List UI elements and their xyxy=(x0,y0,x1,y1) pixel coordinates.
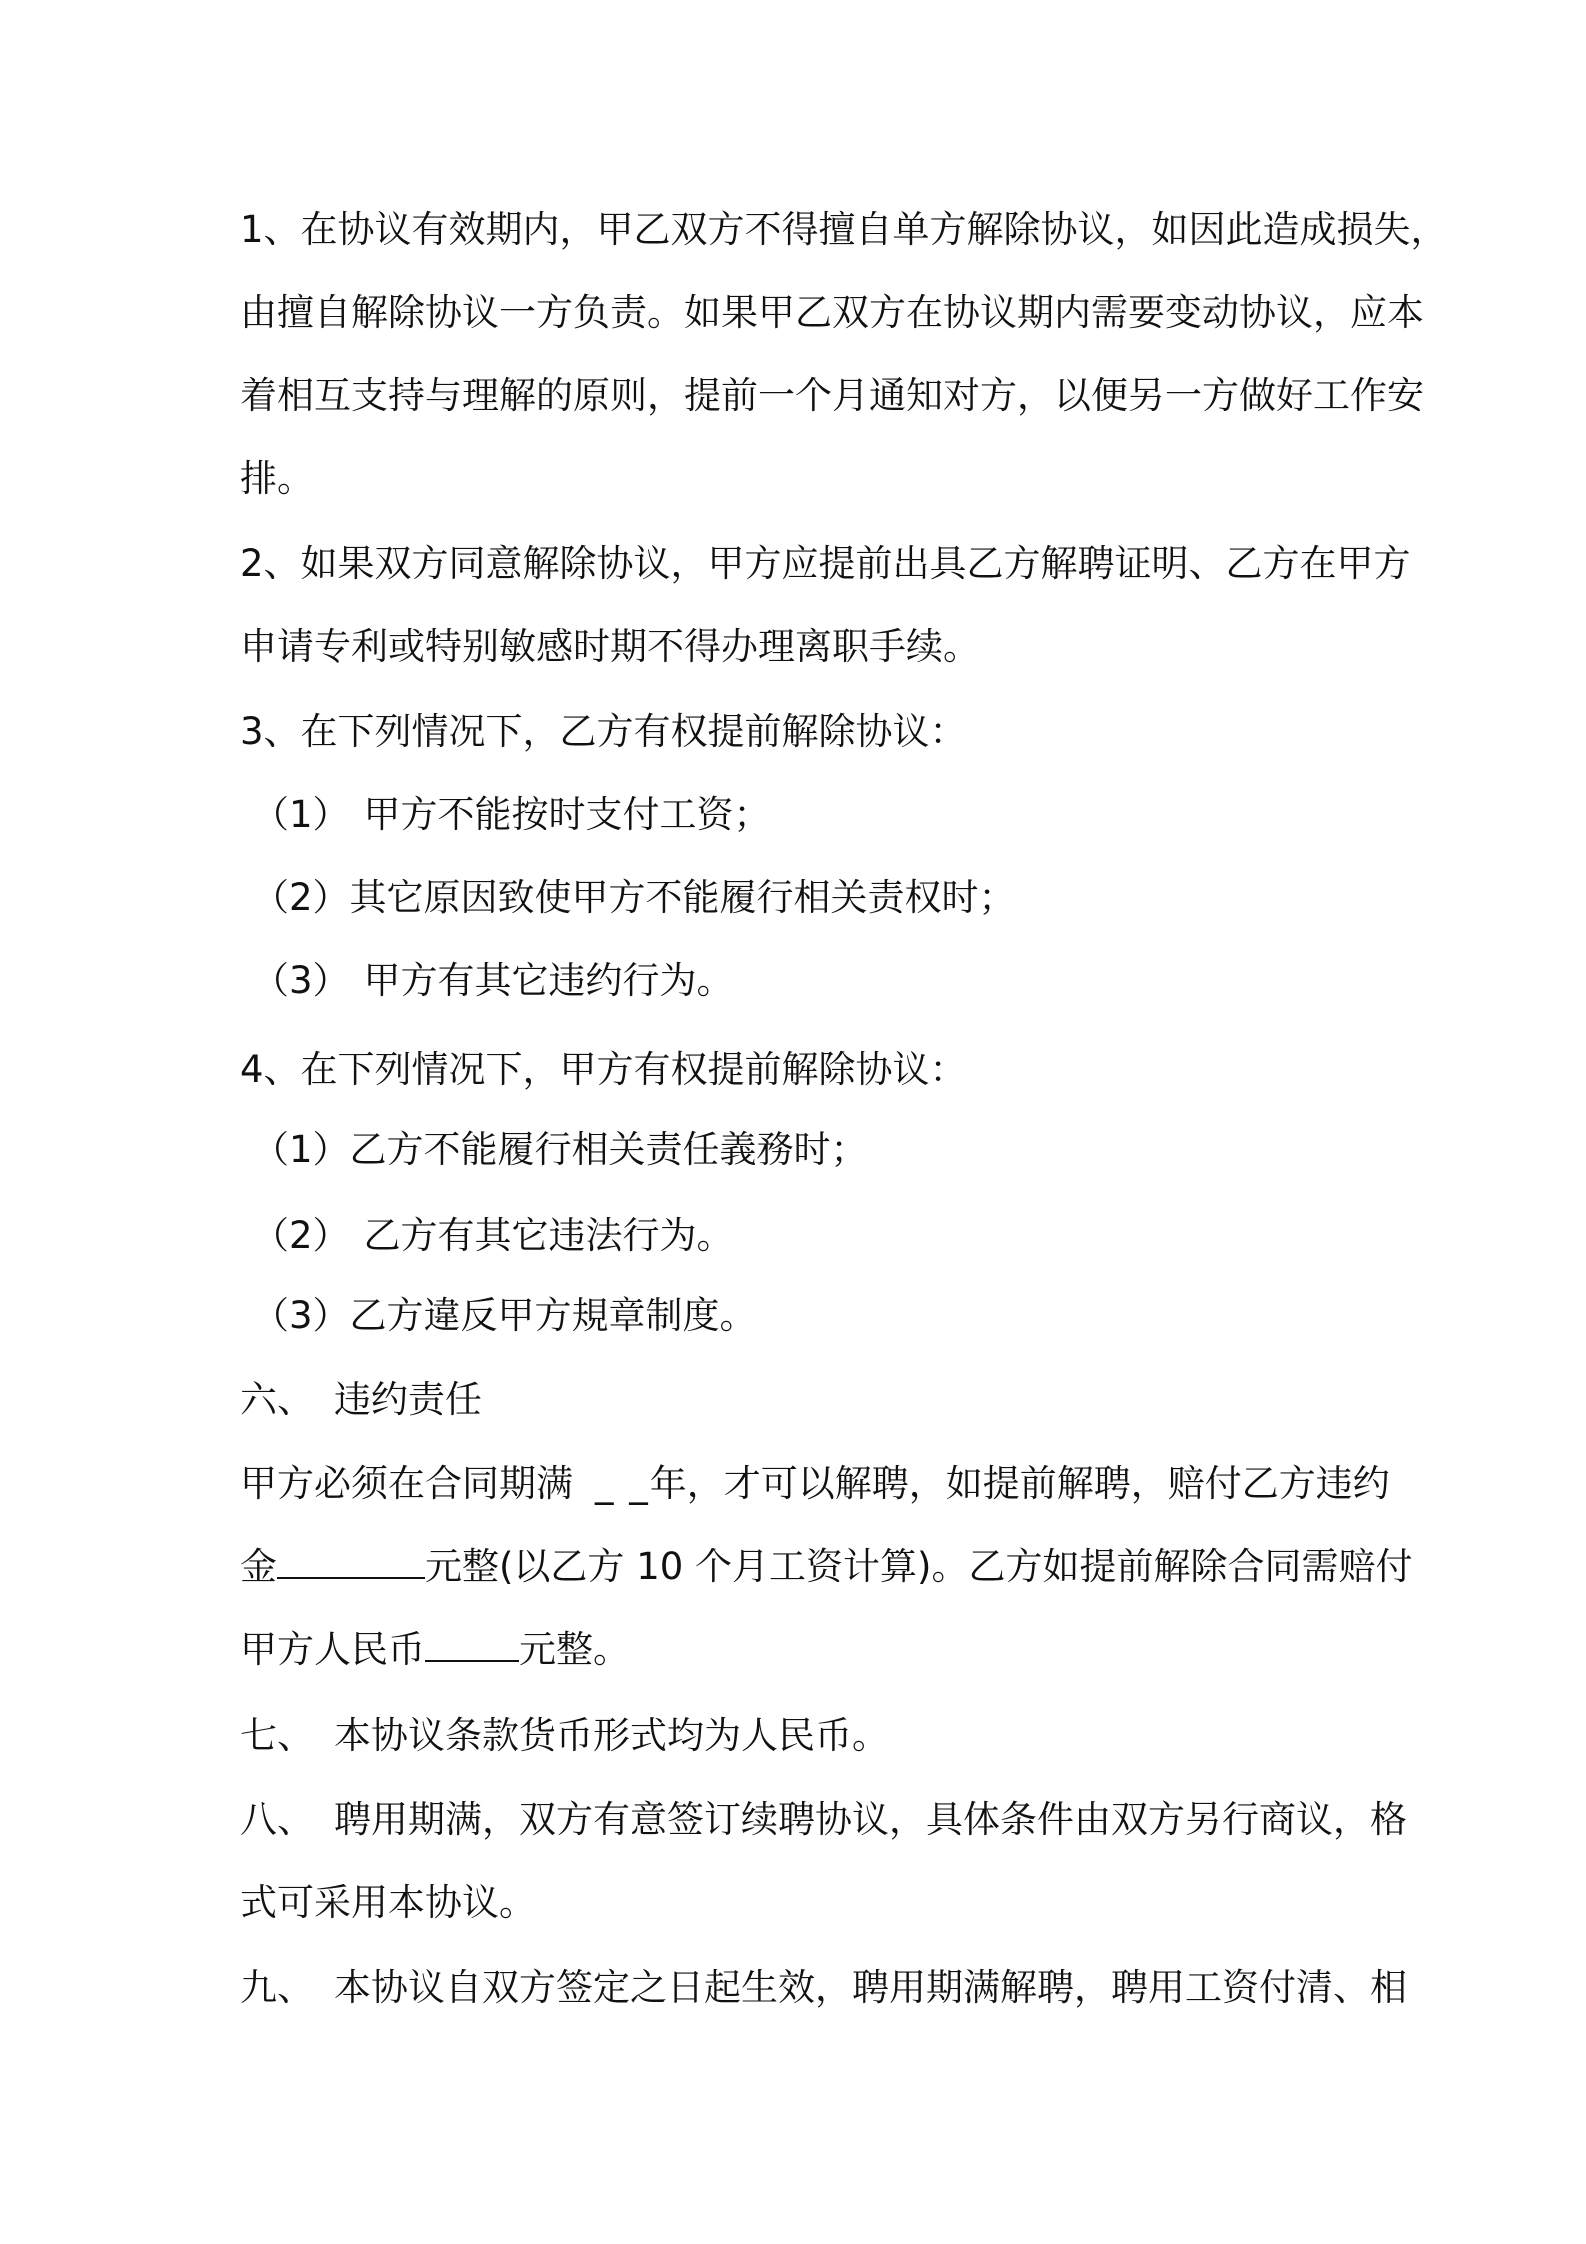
clause-1-line-3: 着相互支持与理解的原则，提前一个月通知对方，以便另一方做好工作安 xyxy=(240,374,1424,417)
clause-4-item-2 xyxy=(252,1194,1442,1277)
item-text: 乙方違反甲方規章制度。 xyxy=(349,1294,757,1337)
clause-1-line-4: 排。 xyxy=(240,457,314,500)
text-run: 年，才可以解聘，如提前解聘，赔付乙方违约 xyxy=(649,1462,1390,1505)
clause-3-item-3 xyxy=(252,939,1442,1022)
clause-2-line-1: 2、如果双方同意解除协议，甲方应提前出具乙方解聘证明、乙方在甲方 xyxy=(240,542,1411,585)
item-number: （2） xyxy=(252,876,350,919)
clause-1-line-1: 1、在协议有效期内，甲乙双方不得擅自单方解除协议，如因此造成损失， xyxy=(240,208,1448,251)
section-number: 九、 xyxy=(240,1966,314,2009)
item-text: 甲方不能按时支付工资； xyxy=(363,793,771,836)
section-6-body xyxy=(240,1442,1430,1691)
section-6-line-1 xyxy=(240,1442,1430,1525)
clause-2 xyxy=(240,522,1430,688)
section-9-line-1 xyxy=(240,1946,1430,2029)
section-8 xyxy=(240,1778,1430,1944)
clause-4-item-1 xyxy=(252,1108,1442,1191)
text-run: 元整。 xyxy=(519,1628,630,1671)
clause-4-item-3 xyxy=(252,1274,1442,1357)
section-8-line-2: 式可采用本协议。 xyxy=(240,1881,536,1924)
item-text: 乙方有其它违法行为。 xyxy=(363,1214,734,1257)
section-8-line-1 xyxy=(240,1778,1430,1861)
clause-3 xyxy=(240,690,1430,773)
penalty-amount-blank xyxy=(277,1541,425,1579)
section-number: 八、 xyxy=(240,1798,314,1841)
section-text: 聘用期满，双方有意签订续聘协议，具体条件由双方另行商议，格 xyxy=(334,1798,1407,1841)
section-text: 本协议条款货币形式均为人民币。 xyxy=(334,1714,889,1757)
section-6-line-2 xyxy=(240,1525,1430,1608)
section-number: 七、 xyxy=(240,1714,314,1757)
rmb-amount-blank xyxy=(425,1624,519,1662)
section-9 xyxy=(240,1946,1430,2029)
text-run: 金 xyxy=(240,1545,277,1588)
section-number: 六、 xyxy=(240,1378,314,1421)
clause-1 xyxy=(240,188,1448,520)
text-run: 甲方必须在合同期满 xyxy=(240,1462,573,1505)
item-text: 其它原因致使甲方不能履行相关责权时； xyxy=(349,876,1016,919)
text-run: 元整(以乙方 10 个月工资计算)。乙方如提前解除合同需赔付 xyxy=(425,1545,1413,1588)
item-number: （2） xyxy=(252,1214,350,1257)
clause-3-item-1 xyxy=(252,773,1442,856)
section-6-line-3 xyxy=(240,1608,1430,1691)
section-6-heading xyxy=(240,1358,1430,1441)
years-blank: _ _ xyxy=(595,1462,650,1505)
clause-4-heading: 4、在下列情况下，甲方有权提前解除协议： xyxy=(240,1048,967,1091)
clause-4 xyxy=(240,1028,1430,1111)
item-text: 甲方有其它违约行为。 xyxy=(363,959,734,1002)
item-number: （3） xyxy=(252,959,350,1002)
item-number: （3） xyxy=(252,1294,350,1337)
clause-3-heading: 3、在下列情况下，乙方有权提前解除协议： xyxy=(240,710,967,753)
section-7 xyxy=(240,1694,1430,1777)
item-number: （1） xyxy=(252,1128,350,1171)
section-title: 违约责任 xyxy=(334,1378,482,1421)
text-run: 甲方人民币 xyxy=(240,1628,425,1671)
item-text: 乙方不能履行相关责任義務时； xyxy=(349,1128,868,1171)
section-text: 本协议自双方签定之日起生效，聘用期满解聘，聘用工资付清、相 xyxy=(334,1966,1407,2009)
clause-3-item-2 xyxy=(252,856,1442,939)
item-number: （1） xyxy=(252,793,350,836)
clause-1-line-2: 由擅自解除协议一方负责。如果甲乙双方在协议期内需要变动协议，应本 xyxy=(240,291,1424,334)
clause-2-line-2: 申请专利或特别敏感时期不得办理离职手续。 xyxy=(240,625,980,668)
